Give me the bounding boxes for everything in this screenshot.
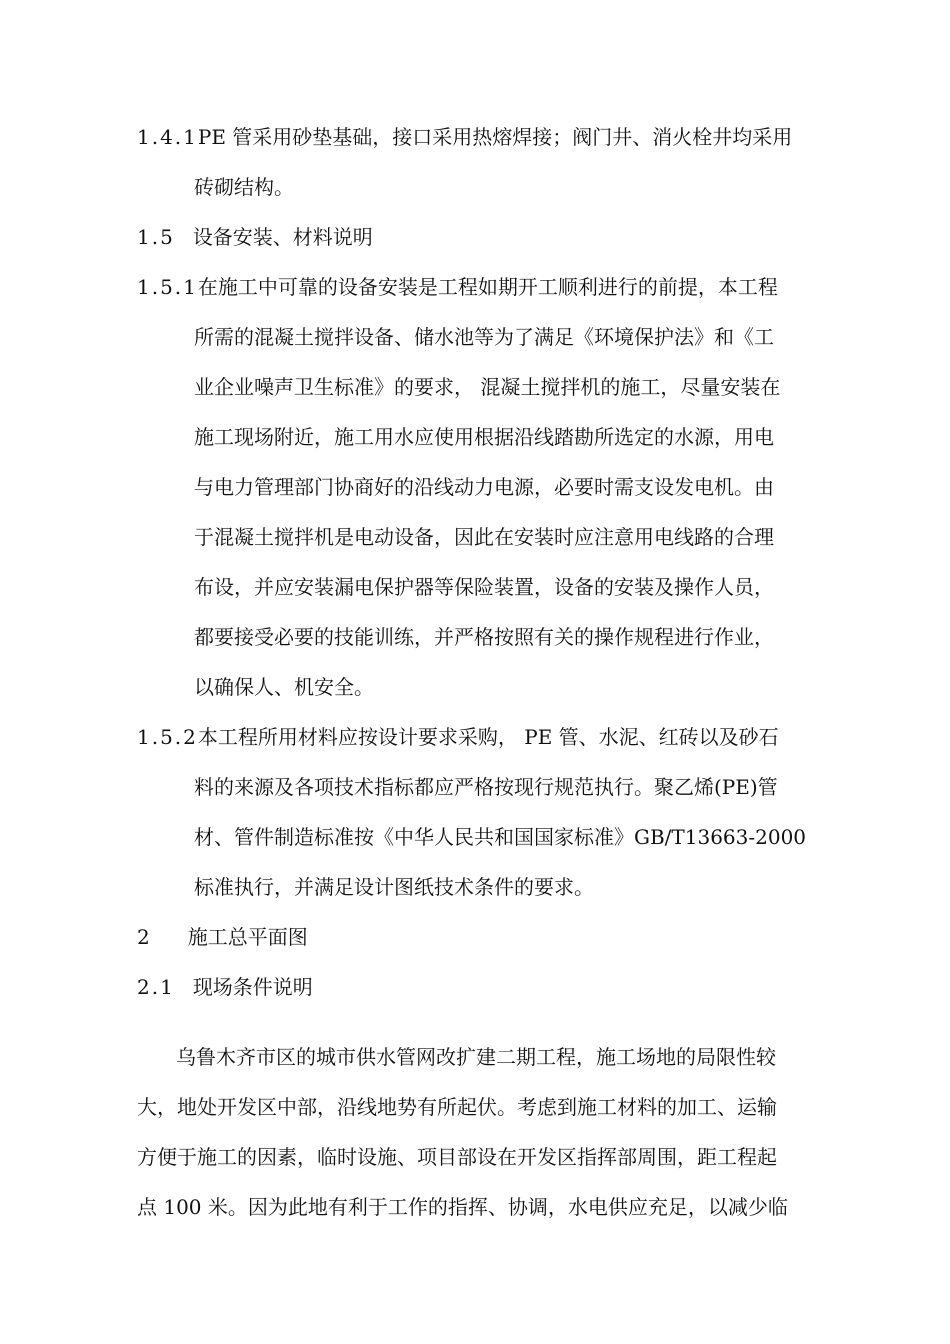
section-1-5-1-line-6: 于混凝土搅拌机是电动设备，因此在安装时应注意用电线路的合理 <box>194 525 774 549</box>
section-heading-2-1 <box>137 974 313 1000</box>
paragraph-line-4: 点 100 米。因为此地有利于工作的指挥、协调，水电供应充足，以减少临 <box>137 1195 788 1219</box>
section-1-5-2-line-4: 标准执行，并满足设计图纸技术条件的要求。 <box>194 875 594 899</box>
section-1-5-1-line-8: 都要接受必要的技能训练，并严格按照有关的操作规程进行作业， <box>194 625 774 649</box>
section-1-5-1-line-7: 布设，并应安装漏电保护器等保险装置，设备的安装及操作人员， <box>194 575 774 599</box>
section-1-5-2-line-2: 料的来源及各项技术指标都应严格按现行规范执行。聚乙烯(PE)管 <box>194 775 778 799</box>
section-heading-1-5 <box>137 224 373 250</box>
section-heading-2 <box>137 924 308 950</box>
section-title: 施工总平面图 <box>187 925 308 949</box>
section-text: 本工程所用材料应按设计要求采购， PE 管、水泥、红砖以及砂石 <box>197 725 779 749</box>
section-1-4-1-line-2: 砖砌结构。 <box>194 175 294 199</box>
section-1-5-2-line-3: 材、管件制造标准按《中华人民共和国国家标准》GB/T13663-2000 <box>194 825 807 849</box>
section-number: 2 <box>137 925 152 949</box>
section-1-5-1-line-3: 业企业噪声卫生标准》的要求， 混凝土搅拌机的施工，尽量安装在 <box>194 375 781 399</box>
section-1-5-1-line-4: 施工现场附近，施工用水应使用根据沿线踏勘所选定的水源，用电 <box>194 425 774 449</box>
section-1-5-1-line-5: 与电力管理部门协商好的沿线动力电源，必要时需支设发电机。由 <box>194 475 774 499</box>
section-number: 1.4.1 <box>137 125 198 149</box>
section-title: 设备安装、材料说明 <box>192 225 373 249</box>
section-number: 1.5 <box>137 225 175 249</box>
section-number: 1.5.2 <box>137 725 198 749</box>
section-number: 2.1 <box>137 975 175 999</box>
section-1-5-1-line-2: 所需的混凝土搅拌设备、储水池等为了满足《环境保护法》和《工 <box>194 325 774 349</box>
paragraph-line-3: 方便于施工的因素，临时设施、项目部设在开发区指挥部周围，距工程起 <box>137 1145 777 1169</box>
section-1-5-1-line-9: 以确保人、机安全。 <box>194 675 374 699</box>
section-title: 现场条件说明 <box>192 975 313 999</box>
section-text: 在施工中可靠的设备安装是工程如期开工顺利进行的前提，本工程 <box>197 275 778 299</box>
section-1-5-2-line-1 <box>137 724 779 750</box>
section-text: PE 管采用砂垫基础，接口采用热熔焊接；阀门井、消火栓井均采用 <box>197 125 793 149</box>
paragraph-line-2: 大，地处开发区中部，沿线地势有所起伏。考虑到施工材料的加工、运输 <box>137 1095 777 1119</box>
section-1-5-1-line-1 <box>137 274 778 300</box>
section-number: 1.5.1 <box>137 275 198 299</box>
paragraph-line-1: 乌鲁木齐市区的城市供水管网改扩建二期工程，施工场地的局限性较 <box>176 1045 776 1069</box>
section-1-4-1-line-1 <box>137 124 792 150</box>
